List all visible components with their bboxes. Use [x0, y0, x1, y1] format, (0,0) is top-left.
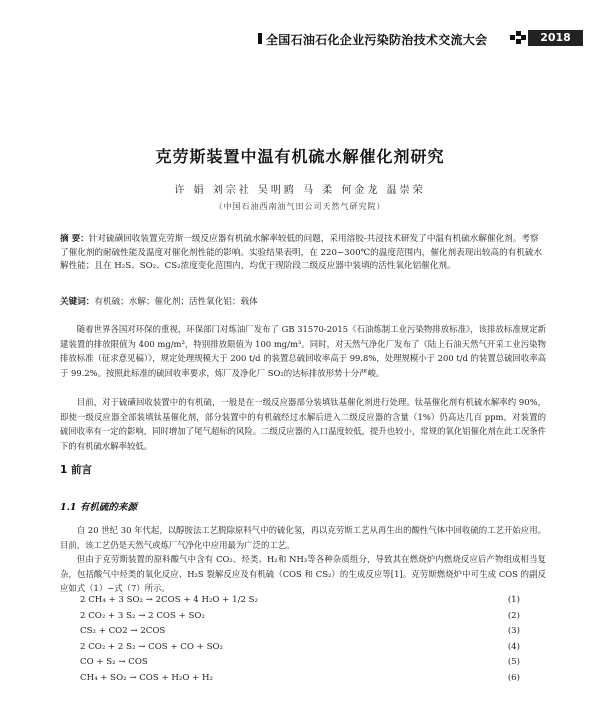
equation-number: (5): [507, 657, 520, 667]
header-dots-icon: [510, 31, 526, 45]
equation-number: (6): [507, 672, 520, 683]
subsection-heading: 1.1 有机硫的来源: [60, 502, 137, 513]
intro-paragraph: 随着世界各国对环保的重视，环保部门对炼油厂发布了 GB 31570-2015《石油炼制工业污染物排放标准》，该排放标准规定新建装置的排放限值为 400 mg/m³，特别排放限值为 100 mg/m³。同时，对天然气净化厂发布了《陆上石油天然气开采工业污染物排放标准（征求意见稿）》，规定处理规模大于 200 t/d 的装置总硫回收率高于 99.8%，处理规模小于 200 t/d 的装置总硫回收率高于 99.2%。按照此标准的硫回收率要求，炼厂及净化厂 SO₂的达标排放形势十分严峻。: [60, 324, 546, 378]
equation-expr: CH₄ + SO₂ → COS + H₂O + H₂: [80, 672, 213, 683]
abstract: [60, 233, 546, 274]
equation: [80, 657, 520, 673]
header-year: 2018: [528, 30, 583, 46]
equation-expr: 2 CH₄ + 3 SO₂ → 2COS + 4 H₂O + 1/2 S₂: [80, 595, 259, 605]
equation: [80, 595, 520, 611]
header-bar-icon: [258, 33, 262, 44]
running-header: [0, 29, 600, 49]
keywords: [60, 295, 546, 307]
equation-expr: CS₂ + CO2 → 2COS: [80, 626, 166, 636]
equation-number: (3): [507, 626, 520, 636]
equation-expr: CO + S₂ → COS: [80, 657, 148, 667]
equation: [80, 626, 520, 642]
body-paragraph: 但由于克劳斯装置的原料酸气中含有 CO₂、烃类、H₂和 NH₃等各种杂质组分，导致其在燃烧炉内燃烧反应后产物组成相当复杂，包括酸气中烃类的氧化反应、H₂S 裂解反应及有机硫（COS 和 CS₂）的生成反应等[1]。克劳斯燃烧炉中可生成 COS 的副反应如式（1）~式（7）所示。: [60, 554, 546, 593]
authors: 许 娟 刘宗社 吴明鸥 马 柔 何金龙 温崇荣: [174, 185, 426, 196]
journal-name: 全国石油石化企业污染防治技术交流大会: [266, 33, 488, 47]
equation-expr: 2 CO₂ + 2 S₂ → COS + CO + SO₂: [80, 641, 223, 652]
affiliation: （中国石油西南油气田公司天然气研究院）: [214, 202, 386, 211]
equation-expr: 2 CO₂ + 3 S₂ → 2 COS + SO₂: [80, 610, 205, 621]
equation-list: [80, 595, 520, 688]
keywords-label: 关键词：: [60, 297, 95, 307]
paper-title: 克劳斯装置中温有机硫水解催化剂研究: [155, 147, 445, 166]
equation-number: (4): [507, 641, 520, 652]
section-heading: 1 前言: [60, 464, 92, 476]
abstract-label: 摘 要：: [60, 234, 89, 244]
intro-paragraph: 目前，对于硫磺回收装置中的有机硫，一般是在一级反应器部分装填钛基催化剂进行处理。钛基催化剂有机硫水解率约 90%，即使一级反应器全部装填钛基催化剂，部分装置中的有机硫经过水解后进入二级反应器的含量（1%）仍高达几百 ppm，对装置的硫回收率有一定的影响，同时增加了尾气超标的风险。二级反应器的入口温度较低，提升也较小，常规的氧化铝催化剂在此工况条件下的有机硫水解率较低。: [60, 397, 546, 451]
keywords-text: 有机硫；水解；催化剂；活性氧化铝；载体: [94, 297, 258, 307]
equation: [80, 611, 520, 627]
abstract-text: 针对硫磺回收装置克劳斯一级反应器有机硫水解率较低的问题，采用溶胶-共浸技术研发了中温有机硫水解催化剂。考察了催化剂的耐硫性能及温度对催化剂性能的影响。实验结果表明，在 220~300℃的温度范围内，催化剂表现出较高的有机硫水解性能；且在 H₂S、SO₂、CS₂浓度变化范围内，均优于现阶段二级反应器中装填的活性氧化铝催化剂。: [60, 234, 543, 272]
equation: [80, 642, 520, 658]
equation-number: (1): [507, 595, 520, 605]
equation: [80, 673, 520, 689]
equation-number: (2): [507, 610, 520, 621]
body-paragraph: 自 20 世纪 30 年代起，以醇胺法工艺脱除原料气中的硫化氢，再以克劳斯工艺从再生出的酸性气体中回收硫的工艺开始应用。目前，该工艺仍是天然气或炼厂气净化中应用最为广泛的工艺。: [60, 525, 546, 550]
